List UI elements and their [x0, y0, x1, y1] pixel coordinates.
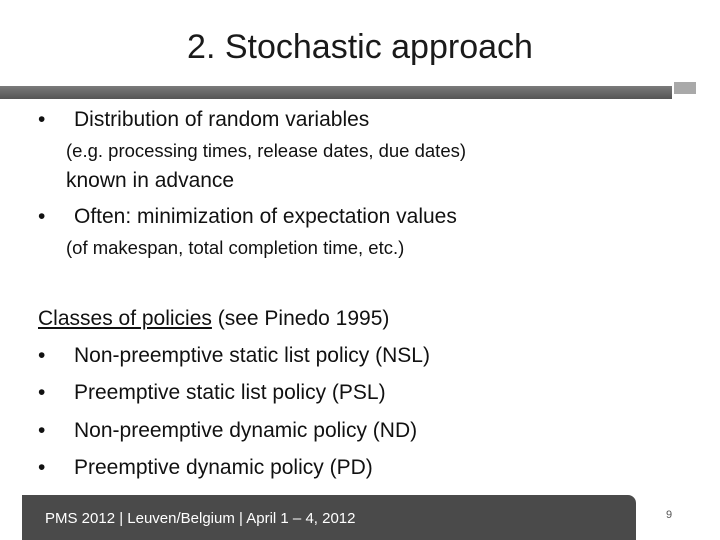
- policies-heading-rest: (see Pinedo 1995): [211, 307, 390, 330]
- bullet-marker: •: [38, 419, 46, 442]
- title-divider-bar: [0, 86, 672, 99]
- bullet-marker: •: [38, 381, 46, 404]
- footer-text: PMS 2012 | Leuven/Belgium | April 1 – 4, 2012: [45, 510, 356, 527]
- page-number: 9: [666, 509, 673, 521]
- bullet-marker: •: [38, 205, 46, 228]
- bullet-text: Distribution of random variables: [74, 108, 370, 131]
- bullet-marker: •: [38, 108, 46, 131]
- policy-text: Non-preemptive static list policy (NSL): [74, 344, 430, 367]
- bullet-marker: •: [38, 456, 46, 479]
- bullet-marker: •: [38, 344, 46, 367]
- bullet-item: [38, 108, 369, 132]
- policy-item: [38, 419, 417, 443]
- policy-text: Preemptive dynamic policy (PD): [74, 456, 373, 479]
- policy-item: [38, 381, 386, 405]
- slide-title: 2. Stochastic approach: [187, 28, 533, 66]
- policies-heading: [38, 307, 389, 331]
- bullet-subtext: known in advance: [66, 169, 235, 192]
- policy-item: [38, 344, 430, 368]
- bullet-item: [38, 205, 457, 229]
- policy-item: [38, 456, 373, 480]
- bullet-subtext: (e.g. processing times, release dates, due dates): [66, 140, 467, 161]
- bullet-text: Often: minimization of expectation values: [74, 205, 457, 228]
- policies-heading-underlined: Classes of policies: [38, 307, 212, 330]
- policy-text: Preemptive static list policy (PSL): [74, 381, 386, 404]
- title-divider-end: [674, 82, 696, 94]
- policy-text: Non-preemptive dynamic policy (ND): [74, 419, 418, 442]
- footer-bar: [22, 495, 636, 540]
- bullet-subtext: (of makespan, total completion time, etc.): [66, 237, 405, 258]
